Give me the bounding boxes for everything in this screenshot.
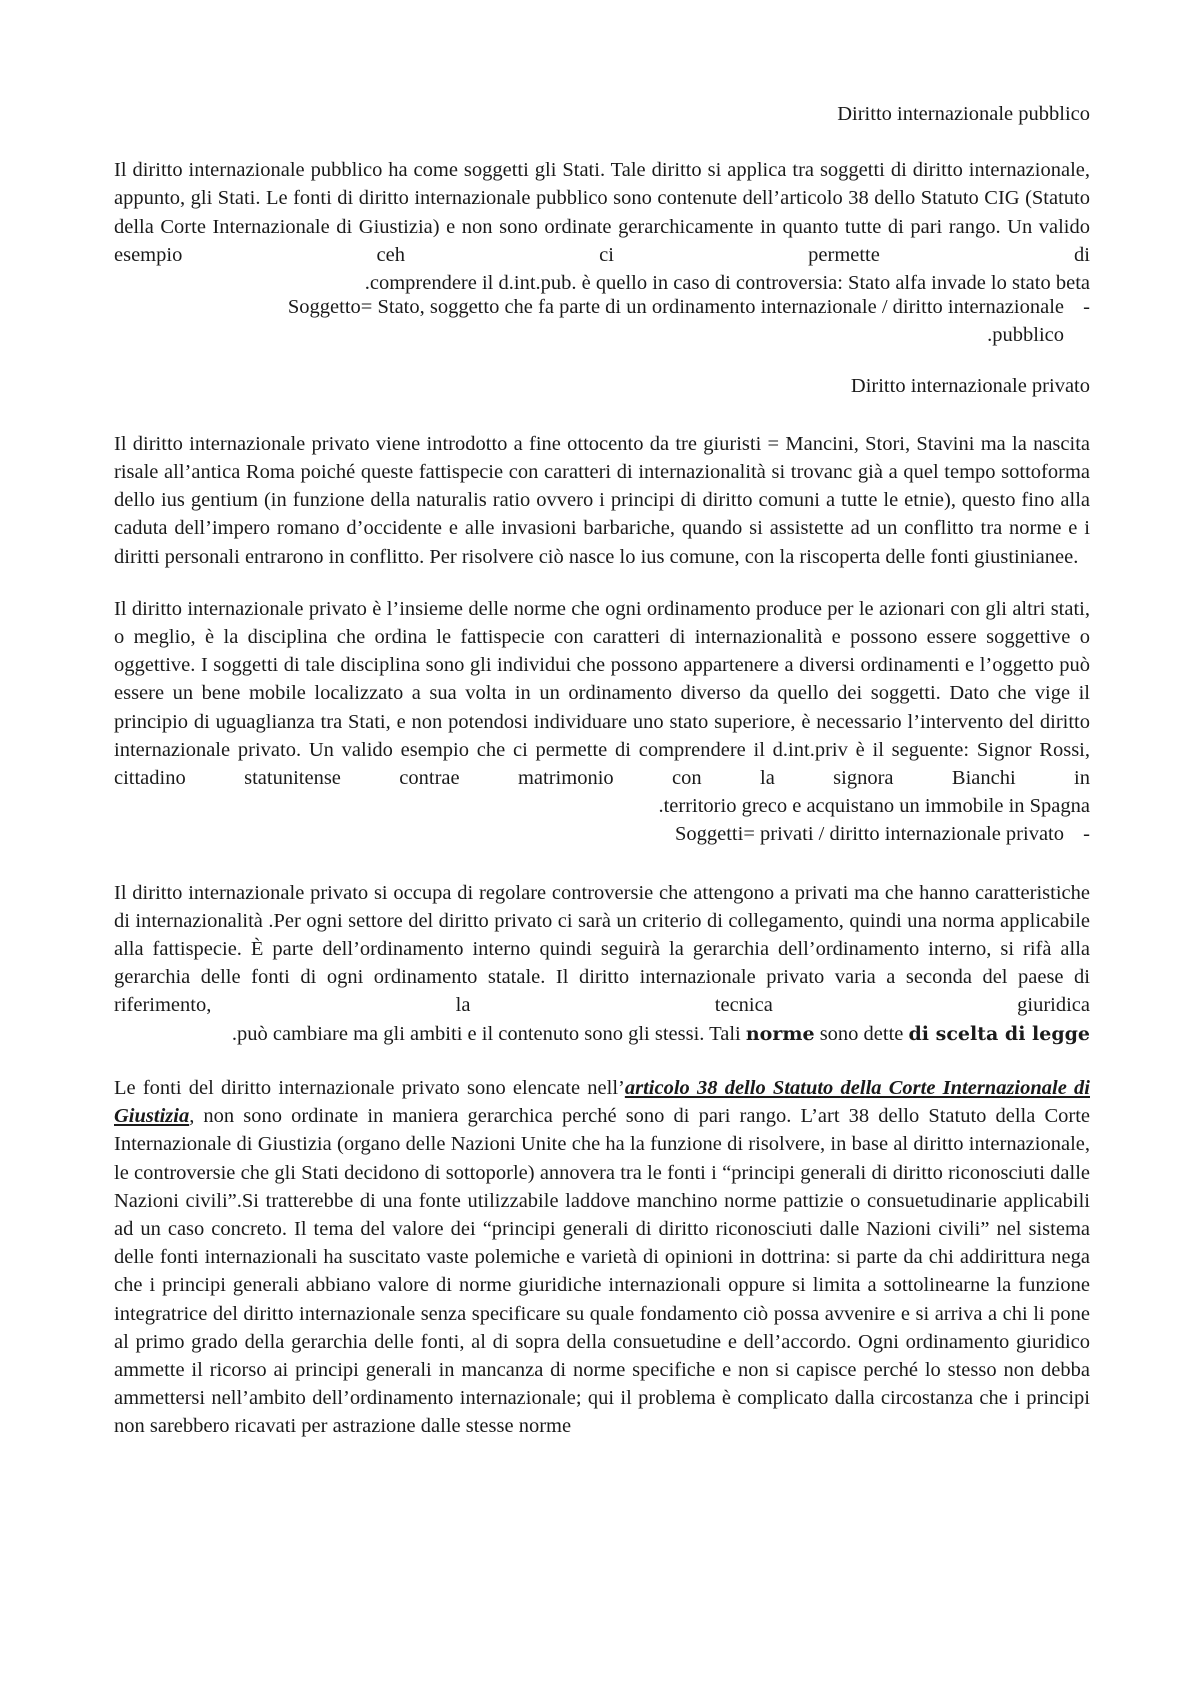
paragraph-privato-controversie-last-line: [114, 1020, 1090, 1048]
paragraph-pubblico-body: Il diritto internazionale pubblico ha come soggetti gli Stati. Tale diritto si applica tra soggetti di diritto internazionale, appunto, gli Stati. Le fonti di diritto internazionale pubblico sono contenute dell’articolo 38 dello Statuto CIG (Statuto della Corte Internazionale di Giustizia) e non sono ordinate gerarchicamente in quanto tutte di pari rango. Un valido esempio ceh ci permette di: [114, 159, 1090, 266]
fonti-text-b: , non sono ordinate in maniera gerarchica perché sono di pari rango. L’art 38 dello Statuto della Corte Internazionale di Giustizia (organo delle Nazioni Unite che ha la funzione di risolvere, in base al diritto internazionale, le controversie che gli Stati decidono di sottoporle) annovera tra le fonti i “principi generali di diritto riconosciuti dalle Nazioni civili”.Si tratterebbe di una fonte utilizzabile laddove manchino norme pattizie o consuetudinarie applicabili ad un caso concreto. Il tema del valore dei “principi generali di diritto riconosciuti dalle Nazioni civili” nel sistema delle fonti internazionali ha suscitato vaste polemiche e varietà di opinioni in dottrina: si parte da chi addirittura nega che i principi generali abbiano valore di norme giuridiche internazionali oppure si limita a sottolinearne la funzione integratrice del diritto internazionale senza specificare su quale fondamento ciò possa avvenire e si arriva a chi li pone al primo grado della gerarchia delle fonti, al di sopra della consuetudine e dell’accordo. Ogni ordinamento giuridico ammette il ricorso ai principi generali in mancanza di norme specifiche e non si capisce perché lo stesso non debba ammettersi nell’ambito dell’ordinamento internazionale; qui il problema è complicato dalla circostanza che i principi non sarebbero ricavati per astrazione dalle stesse norme: [114, 1105, 1090, 1438]
last-line-text-b: sono dette: [814, 1022, 909, 1045]
bullet-dash: -: [1083, 296, 1090, 319]
last-line-text-a: .può cambiare ma gli ambiti e il contenuto sono gli stessi. Tali: [231, 1022, 746, 1045]
emphasis-articolo-38: articolo 38 dello Statuto della Corte Internazionale di Giustizia: [114, 1076, 1090, 1128]
bullet-privato-text: Soggetti= privati / diritto internazionale privato: [674, 823, 1064, 846]
paragraph-pubblico-last-line: .comprendere il d.int.pub. è quello in caso di controversia: Stato alfa invade lo stato beta: [364, 272, 1090, 295]
bold-scelta-di-legge: di scelta di legge: [908, 1022, 1090, 1045]
bullet-pubblico-continuation: .pubblico: [987, 324, 1064, 347]
bullet-privato: [114, 820, 1090, 848]
paragraph-privato-controversie: Il diritto internazionale privato si occupa di regolare controversie che attengono a privati ma che hanno caratteristiche di internazionalità .Per ogni settore del diritto privato ci sarà un criterio di collegamento, quindi una norma applicabile alla fattispecie. È parte dell’ordinamento interno quindi seguirà la gerarchia dell’ordinamento interno, si rifà alla gerarchia delle fonti di ogni ordinamento statale. Il diritto internazionale privato varia a seconda del paese di riferimento, la tecnica giuridica: [114, 881, 1090, 1017]
heading-pubblico: Diritto internazionale pubblico: [837, 103, 1090, 125]
paragraph-privato-fonti: [114, 1074, 1090, 1441]
document-page: [114, 100, 1090, 1441]
fonti-text-a: Le fonti del diritto internazionale privato sono elencate nell’: [114, 1076, 625, 1099]
bullet-dash: -: [1083, 823, 1090, 846]
heading-privato: Diritto internazionale privato: [850, 374, 1090, 397]
paragraph-privato-intro: Il diritto internazionale privato viene introdotto a fine ottocento da tre giuristi = Mancini, Stori, Stavini ma la nascita risale all’antica Roma poiché queste fattispecie con caratteri di internazionalità si trovanc già a quel tempo sottoforma dello ius gentium (in funzione della naturalis ratio ovvero i principi di diritto comuni a tutte le etnie), questo fino alla caduta dell’impero romano d’occidente e alle invasioni barbariche, quando si assistette ad un conflitto tra norme e i diritti personali entrarono in conflitto. Per risolvere ciò nasce lo ius comune, con la riscoperta delle fonti giustinianee.: [114, 432, 1090, 568]
bullet-pubblico: [114, 293, 1090, 321]
paragraph-privato-definition: Il diritto internazionale privato è l’insieme delle norme che ogni ordinamento produce per le azionari con gli altri stati, o meglio, è la disciplina che ordina le fattispecie con caratteri di internazionalità e possono essere soggettive o oggettive. I soggetti di tale disciplina sono gli individui che possono appartenere a diversi ordinamenti e l’oggetto può essere un bene mobile localizzato a sua volta in un ordinamento diverso da quello dei soggetti. Dato che vige il principio di uguaglianza tra Stati, e non potendosi individuare uno stato superiore, è necessario l’intervento del diritto internazionale privato. Un valido esempio che ci permette di comprendere il d.int.priv è il seguente: Signor Rossi, cittadino statunitense contrae matrimonio con la signora Bianchi in: [114, 597, 1090, 790]
bold-norme: norme: [745, 1022, 815, 1045]
paragraph-privato-definition-last-line: .territorio greco e acquistano un immobile in Spagna: [658, 795, 1090, 818]
bullet-pubblico-text: Soggetto= Stato, soggetto che fa parte di un ordinamento internazionale / diritto internazionale: [287, 296, 1064, 319]
